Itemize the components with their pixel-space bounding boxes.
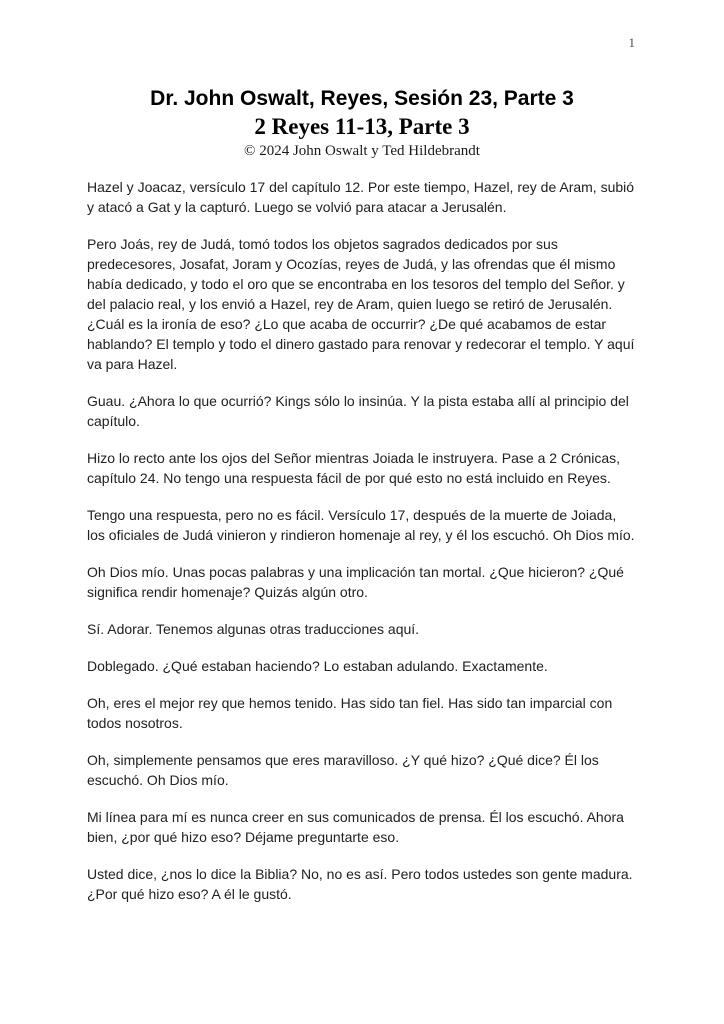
paragraph: Tengo una respuesta, pero no es fácil. Versículo 17, después de la muerte de Joiada, los oficiales de Judá vinieron y rindieron homenaje al rey, y él los escuchó. Oh Dios mío. — [87, 507, 635, 543]
paragraph: Oh, eres el mejor rey que hemos tenido. Has sido tan fiel. Has sido tan imparcial con todos nosotros. — [87, 695, 613, 731]
paragraph: Pero Joás, rey de Judá, tomó todos los objetos sagrados dedicados por sus predecesores, Josafat, Joram y Ocozías, reyes de Judá, y las ofrendas que él mismo había dedicado, y todo el oro que se encontraba en los tesoros del templo del Señor. y del palacio real, y los envió a Hazel, rey de Aram, quien luego se retiró de Jerusalén. ¿Cuál es la ironía de eso? ¿Lo que acaba de occurrir? ¿De qué acabamos de estar hablando? El templo y todo el dinero gastado para renovar y redecorar el templo. Y aquí va para Hazel. — [87, 236, 635, 372]
paragraphs-container — [87, 177, 637, 904]
paragraph: Usted dice, ¿nos lo dice la Biblia? No, no es así. Pero todos ustedes son gente madura. ¿Por qué hizo eso? A él le gustó. — [87, 866, 633, 902]
paragraph: Hizo lo recto ante los ojos del Señor mientras Joiada le instruyera. Pase a 2 Crónicas, capítulo 24. No tengo una respuesta fácil de por qué esto no está incluido en Reyes. — [87, 450, 621, 486]
paragraph: Doblegado. ¿Qué estaban haciendo? Lo estaban adulando. Exactamente. — [87, 658, 548, 674]
paragraph: Mi línea para mí es nunca creer en sus comunicados de prensa. Él los escuchó. Ahora bien, ¿por qué hizo eso? Déjame preguntarte eso. — [87, 809, 624, 845]
paragraph: Oh Dios mío. Unas pocas palabras y una implicación tan mortal. ¿Que hicieron? ¿Qué significa rendir homenaje? Quizás algún otro. — [87, 564, 624, 600]
paragraph: Oh, simplemente pensamos que eres maravilloso. ¿Y qué hizo? ¿Qué dice? Él los escuchó. Oh Dios mío. — [87, 752, 599, 788]
paragraph: Sí. Adorar. Tenemos algunas otras traducciones aquí. — [87, 621, 420, 637]
paragraph: Guau. ¿Ahora lo que ocurrió? Kings sólo lo insinúa. Y la pista estaba allí al principio del capítulo. — [87, 393, 629, 429]
document-title: Dr. John Oswalt, Reyes, Sesión 23, Parte 3 — [150, 87, 574, 110]
document-subtitle: 2 Reyes 11-13, Parte 3 — [254, 114, 470, 139]
paragraph: Hazel y Joacaz, versículo 17 del capítulo 12. Por este tiempo, Hazel, rey de Aram, subió y atacó a Gat y la capturó. Luego se volvió para atacar a Jerusalén. — [87, 179, 635, 215]
copyright-line: © 2024 John Oswalt y Ted Hildebrandt — [244, 143, 480, 159]
page-number: 1 — [628, 35, 635, 50]
